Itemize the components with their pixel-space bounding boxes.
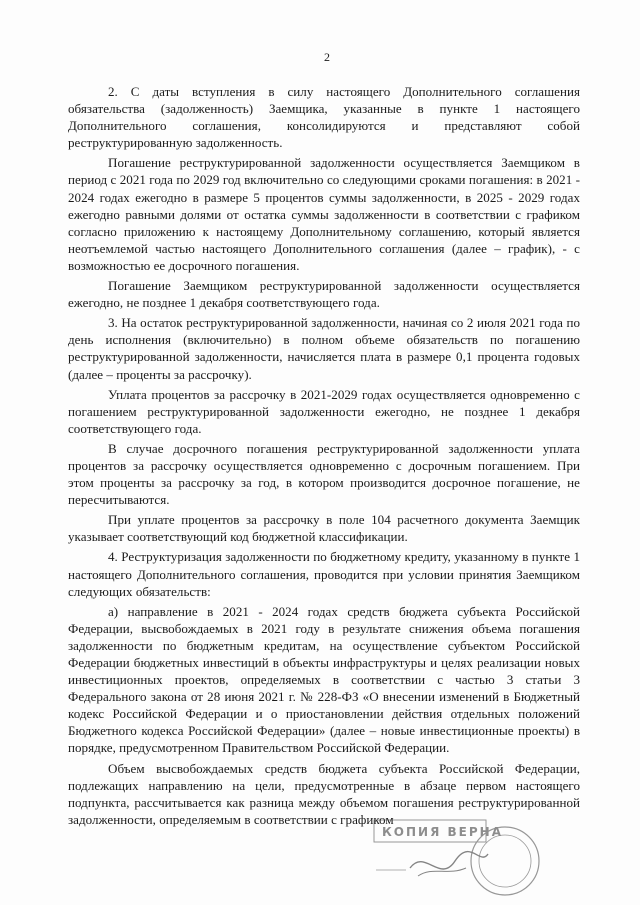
paragraph-7: При уплате процентов за рассрочку в поле 104 расчетного документа Заемщик указывает соответствующий код бюджетной классификации. bbox=[68, 512, 580, 545]
paragraph-8: 4. Реструктуризация задолженности по бюджетному кредиту, указанному в пункте 1 настоящего Дополнительного соглашения, проводится при условии принятия Заемщиком следующих обязательств: bbox=[68, 549, 580, 599]
paragraph-9: а) направление в 2021 - 2024 годах средств бюджета субъекта Российской Федерации, высвобождаемых в 2021 году в результате снижения объема погашения задолженности по бюджетным кредитам, на осуществление субъектом Российской Федерации бюджетных инвестиций в объекты инфраструктуры и целях реализации новых инвестиционных проектов, определяемых в соответствии с частью 3 статьи 3 Федерального закона от 28 июня 2021 г. № 228-ФЗ «О внесении изменений в Бюджетный кодекс Российской Федерации и о приостановлении действия отдельных положений Бюджетного кодекса Российской Федерации» (далее – новые инвестиционные проекты) в порядке, предусмотренном Правительством Российской Федерации. bbox=[68, 603, 580, 756]
paragraph-10: Объем высвобождаемых средств бюджета субъекта Российской Федерации, подлежащих направлению на цели, предусмотренные в абзаце первом настоящего подпункта, рассчитывается как разница между объемом погашения реструктурированной задолженности, определяемым в соответствии с графиком bbox=[68, 760, 580, 827]
paragraph-2: Погашение реструктурированной задолженности осуществляется Заемщиком в период с 2021 года по 2029 год включительно со следующими сроками погашения: в 2021 - 2024 годах ежегодно в размере 5 процентов суммы задолженности, в 2025 - 2029 годах ежегодно равными долями от остатка суммы задолженности в соответствии с графиком согласно приложению к настоящему Дополнительному соглашению, который является неотъемлемой частью настоящего Дополнительного соглашения (далее – график), - с возможностью ее досрочного погашения. bbox=[68, 155, 580, 273]
stamp-label: КОПИЯ ВЕРНА bbox=[382, 825, 503, 839]
paragraph-5: Уплата процентов за рассрочку в 2021-2029 годах осуществляется одновременно с погашением реструктурированной задолженности ежегодно, не позднее 1 декабря соответствующего года. bbox=[68, 386, 580, 436]
document-body bbox=[68, 83, 580, 828]
paragraph-3: Погашение Заемщиком реструктурированной задолженности осуществляется ежегодно, не позднее 1 декабря соответствующего года. bbox=[68, 278, 580, 311]
page-number: 2 bbox=[324, 50, 330, 64]
paragraph-1: 2. С даты вступления в силу настоящего Дополнительного соглашения обязательства (задолженность) Заемщика, указанные в пункте 1 настоящего Дополнительного соглашения, консолидируются и представляют собой реструктурированную задолженность. bbox=[68, 84, 580, 151]
paragraph-4: 3. На остаток реструктурированной задолженности, начиная со 2 июля 2021 года по день исполнения (включительно) в полном объеме обязательств по погашению реструктурированной задолженности, начисляется плата в размере 0,1 процента годовых (далее – проценты за рассрочку). bbox=[68, 315, 580, 382]
paragraph-6: В случае досрочного погашения реструктурированной задолженности уплата процентов за рассрочку осуществляется одновременно с досрочным погашением. При этом проценты за рассрочку за год, в котором производится досрочное погашение, не пересчитываются. bbox=[68, 440, 580, 508]
